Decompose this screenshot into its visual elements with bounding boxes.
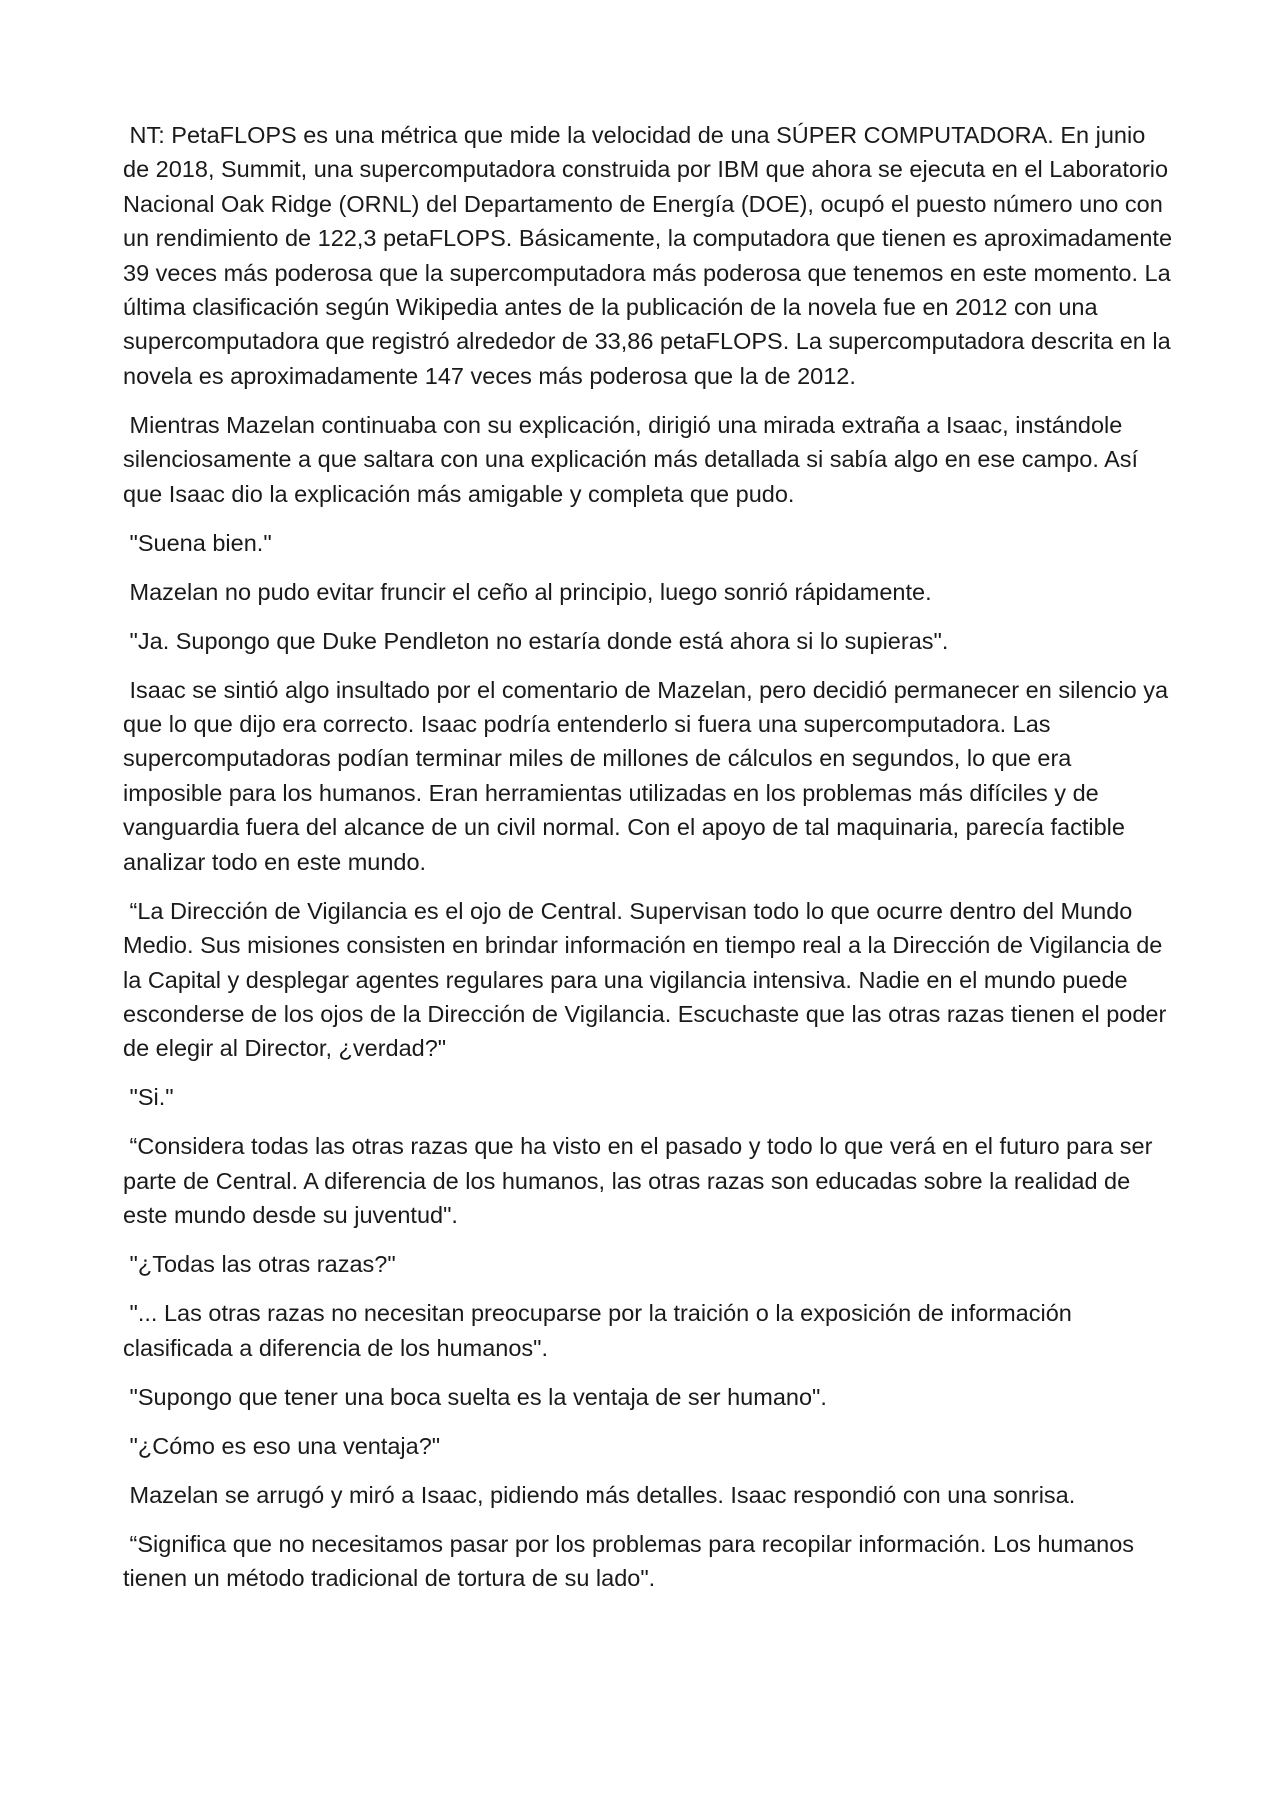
paragraph: Mazelan se arrugó y miró a Isaac, pidiendo más detalles. Isaac respondió con una sonrisa.	[123, 1481, 1076, 1508]
dialogue-line: "... Las otras razas no necesitan preocuparse por la traición o la exposición de información clasificada a diferencia de los humanos".	[123, 1300, 1079, 1361]
dialogue-line: "Suena bien."	[123, 529, 272, 556]
dialogue-line: "¿Cómo es eso una ventaja?"	[123, 1432, 441, 1459]
paragraph: Isaac se sintió algo insultado por el comentario de Mazelan, pero decidió permanecer en silencio ya que lo que dijo era correcto. Isaac podría entenderlo si fuera una supercomputadora. Las supercomputadoras podían terminar miles de millones de cálculos en segundos, lo que era imposible para los humanos. Eran herramientas utilizadas en los problemas más difíciles y de vanguardia fuera del alcance de un civil normal. Con el apoyo de tal maquinaria, parecía factible analizar todo en este mundo.	[123, 676, 1175, 875]
dialogue-line: “La Dirección de Vigilancia es el ojo de Central. Supervisan todo lo que ocurre dentro del Mundo Medio. Sus misiones consisten en brindar información en tiempo real a la Dirección de Vigilancia de la Capital y desplegar agentes regulares para una vigilancia intensiva. Nadie en el mundo puede esconderse de los ojos de la Dirección de Vigilancia. Escuchaste que las otras razas tienen el poder de elegir al Director, ¿verdad?"	[123, 897, 1173, 1062]
paragraph: Mientras Mazelan continuaba con su explicación, dirigió una mirada extraña a Isaac, instándole silenciosamente a que saltara con una explicación más detallada si sabía algo en ese campo. Así que Isaac dio la explicación más amigable y completa que pudo.	[123, 411, 1145, 507]
paragraph-translator-note: NT: PetaFLOPS es una métrica que mide la velocidad de una SÚPER COMPUTADORA. En junio de 2018, Summit, una supercomputadora construida por IBM que ahora se ejecuta en el Laboratorio Nacional Oak Ridge (ORNL) del Departamento de Energía (DOE), ocupó el puesto número uno con un rendimiento de 122,3 petaFLOPS. Básicamente, la computadora que tienen es aproximadamente 39 veces más poderosa que la supercomputadora más poderosa que tenemos en este momento. La última clasificación según Wikipedia antes de la publicación de la novela fue en 2012 con una supercomputadora que registró alrededor de 33,86 petaFLOPS. La supercomputadora descrita en la novela es aproximadamente 147 veces más poderosa que la de 2012.	[123, 122, 1179, 389]
dialogue-line: "Supongo que tener una boca suelta es la ventaja de ser humano".	[123, 1383, 827, 1410]
dialogue-line: “Considera todas las otras razas que ha visto en el pasado y todo lo que verá en el futuro para ser parte de Central. A diferencia de los humanos, las otras razas son educadas sobre la realidad de este mundo desde su juventud".	[123, 1133, 1159, 1229]
document-page	[123, 118, 1179, 1610]
dialogue-line: "Si."	[123, 1084, 174, 1111]
dialogue-line: "¿Todas las otras razas?"	[123, 1251, 396, 1278]
dialogue-line: "Ja. Supongo que Duke Pendleton no estaría donde está ahora si lo supieras".	[123, 627, 949, 654]
dialogue-line: “Significa que no necesitamos pasar por los problemas para recopilar información. Los humanos tienen un método tradicional de tortura de su lado".	[123, 1530, 1141, 1591]
paragraph: Mazelan no pudo evitar fruncir el ceño al principio, luego sonrió rápidamente.	[123, 578, 932, 605]
